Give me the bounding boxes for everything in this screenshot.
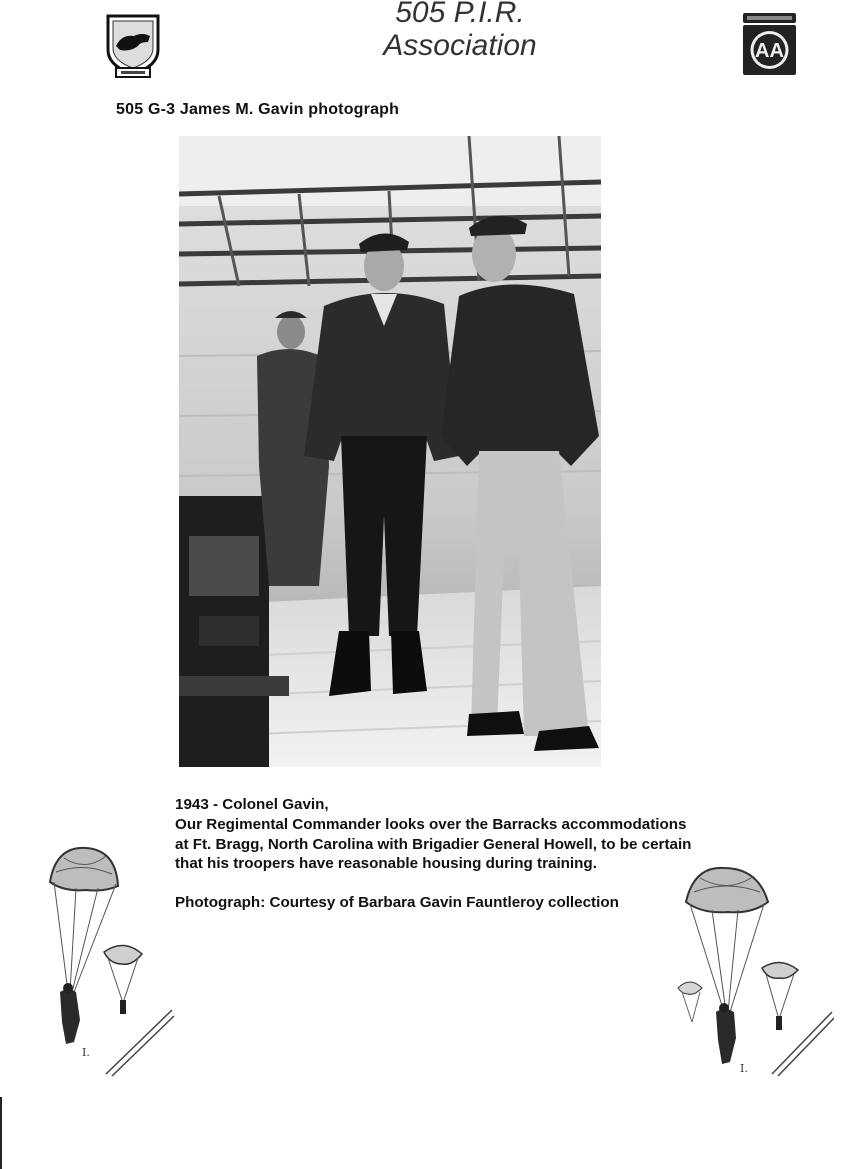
caption-line: 1943 - Colonel Gavin, [175, 796, 329, 813]
historical-photograph [179, 136, 601, 767]
parachutists-illustration-icon [46, 842, 176, 1078]
scan-edge-line [0, 1097, 2, 1169]
airborne-aa-patch-icon [741, 12, 798, 76]
caption-line: that his troopers have reasonable housing during training. [175, 855, 597, 873]
association-title-line2: Association [383, 29, 537, 62]
association-title-line1: 505 P.I.R. [395, 0, 525, 29]
parachutists-illustration-icon [672, 862, 834, 1078]
svg-text:I.: I. [740, 1062, 748, 1075]
photo-credit: Photograph: Courtesy of Barbara Gavin Fauntleroy collection [175, 894, 619, 912]
svg-text:I.: I. [82, 1046, 90, 1059]
patch-letters: AA [755, 40, 784, 62]
regiment-crest-icon [104, 12, 162, 80]
association-title [360, 0, 560, 64]
caption-line: Our Regimental Commander looks over the Barracks accommodations [175, 815, 687, 833]
document-subtitle: 505 G-3 James M. Gavin photograph [116, 101, 400, 118]
caption-line: at Ft. Bragg, North Carolina with Brigadier General Howell, to be certain [175, 835, 692, 853]
